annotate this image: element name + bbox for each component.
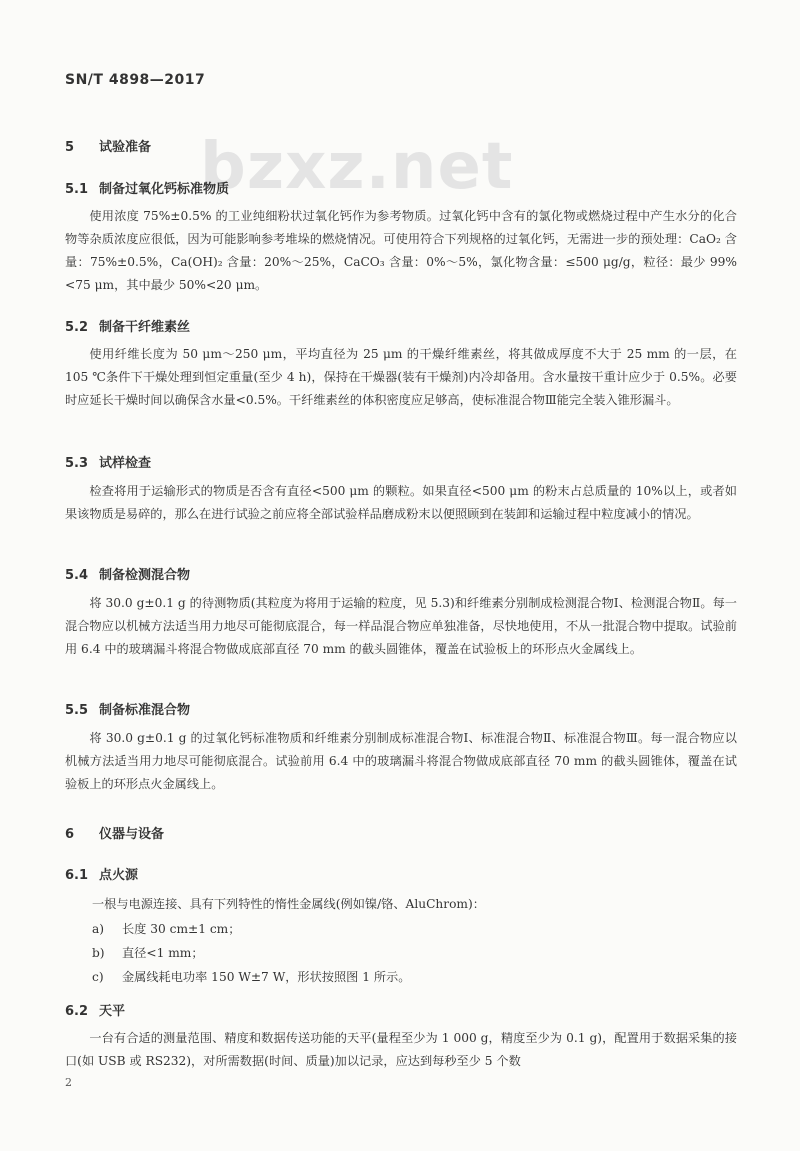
list-tag: c) xyxy=(92,970,104,984)
list-tag: a) xyxy=(92,922,105,936)
section-5-4-heading xyxy=(65,564,190,583)
list-text: 直径<1 mm； xyxy=(122,946,204,960)
section-number: 5.3 xyxy=(65,456,89,471)
section-number: 5 xyxy=(65,140,75,155)
section-number: 6.2 xyxy=(65,1004,89,1019)
section-6-heading xyxy=(65,823,164,842)
section-title: 仪器与设备 xyxy=(99,827,165,842)
section-6-1-paragraph: 一根与电源连接、具有下列特性的惰性金属线(例如镍/铬、AluChrom)： xyxy=(92,897,485,911)
section-5-3-paragraph: 检查将用于运输形式的物质是否含有直径<500 μm 的颗粒。如果直径<500 μm 的粉末占总质量的 10%以上，或者如果该物质是易碎的，那么在进行试验之前应将全部试验样品磨成粉末以便照顾到在装卸和运输过程中粒度减小的情况。 xyxy=(65,484,737,521)
section-5-1-heading xyxy=(65,178,229,197)
section-5-3-heading xyxy=(65,452,151,471)
section-6-1-heading xyxy=(65,864,138,883)
section-6-2-heading xyxy=(65,1000,125,1019)
section-5-heading xyxy=(65,136,151,155)
section-5-5-paragraph: 将 30.0 g±0.1 g 的过氧化钙标准物质和纤维素分别制成标准混合物Ⅰ、标准混合物Ⅱ、标准混合物Ⅲ。每一混合物应以机械方法适当用力地尽可能彻底混合。试验前用 6.4 中的玻璃漏斗将混合物做成底部直径 70 mm 的截头圆锥体，覆盖在试验板上的环形点火金属线上。 xyxy=(65,731,737,791)
section-title: 试验准备 xyxy=(99,140,152,155)
section-title: 制备过氧化钙标准物质 xyxy=(99,182,230,197)
section-5-2-heading xyxy=(65,316,190,335)
section-number: 5.1 xyxy=(65,182,89,197)
list-tag: b) xyxy=(92,946,105,960)
section-number: 5.2 xyxy=(65,320,89,335)
section-number: 6 xyxy=(65,827,75,842)
section-5-2-paragraph: 使用纤维长度为 50 μm～250 μm，平均直径为 25 μm 的干燥纤维素丝，将其做成厚度不大于 25 mm 的一层，在 105 ℃条件下干燥处理到恒定重量(至少 4 h)，保持在干燥器(装有干燥剂)内冷却备用。含水量按干重计应少于 0.5%。必要时应延长干燥时间以确保含水量<0.5%。干纤维素丝的体积密度应足够高，使标准混合物Ⅲ能完全装入锥形漏斗。 xyxy=(65,347,737,407)
section-6-2-paragraph: 一台有合适的测量范围、精度和数据传送功能的天平(量程至少为 1 000 g，精度至少为 0.1 g)，配置用于数据采集的接口(如 USB 或 RS232)，对所需数据(时间、质量)加以记录，应达到每秒至少 5 个数 xyxy=(65,1031,737,1068)
section-title: 试样检查 xyxy=(99,456,152,471)
section-5-1-paragraph: 使用浓度 75%±0.5% 的工业纯细粉状过氧化钙作为参考物质。过氧化钙中含有的氯化物或燃烧过程中产生水分的化合物等杂质浓度应很低，因为可能影响参考堆垛的燃烧情况。可使用符合下列规格的过氧化钙，无需进一步的预处理：CaO₂ 含量：75%±0.5%，Ca(OH)₂ 含量：20%～25%，CaCO₃ 含量：0%～5%，氯化物含量：≤500 μg/g，粒径：最少 99%<75 μm，其中最少 50%<20 μm。 xyxy=(65,209,737,292)
list-item xyxy=(92,920,240,937)
section-title: 点火源 xyxy=(99,868,139,883)
standard-code-header: SN/T 4898—2017 xyxy=(65,72,206,88)
section-title: 天平 xyxy=(99,1004,126,1019)
section-5-4-paragraph: 将 30.0 g±0.1 g 的待测物质(其粒度为将用于运输的粒度，见 5.3)和纤维素分别制成检测混合物Ⅰ、检测混合物Ⅱ。每一混合物应以机械方法适当用力地尽可能彻底混合，每一样品混合物应单独准备，尽快地使用，不从一批混合物中提取。试验前用 6.4 中的玻璃漏斗将混合物做成底部直径 70 mm 的截头圆锥体，覆盖在试验板上的环形点火金属线上。 xyxy=(65,596,737,656)
section-title: 制备标准混合物 xyxy=(99,703,191,718)
section-title: 制备干纤维素丝 xyxy=(99,320,191,335)
section-number: 6.1 xyxy=(65,868,89,883)
list-text: 金属线耗电功率 150 W±7 W，形状按照图 1 所示。 xyxy=(122,970,411,984)
section-5-5-heading xyxy=(65,699,190,718)
list-item xyxy=(92,944,204,961)
list-text: 长度 30 cm±1 cm； xyxy=(122,922,241,936)
section-number: 5.4 xyxy=(65,568,89,583)
page-number: 2 xyxy=(65,1076,72,1089)
list-item xyxy=(92,968,410,985)
section-number: 5.5 xyxy=(65,703,89,718)
section-title: 制备检测混合物 xyxy=(99,568,191,583)
watermark: bzxz.net xyxy=(200,130,514,204)
